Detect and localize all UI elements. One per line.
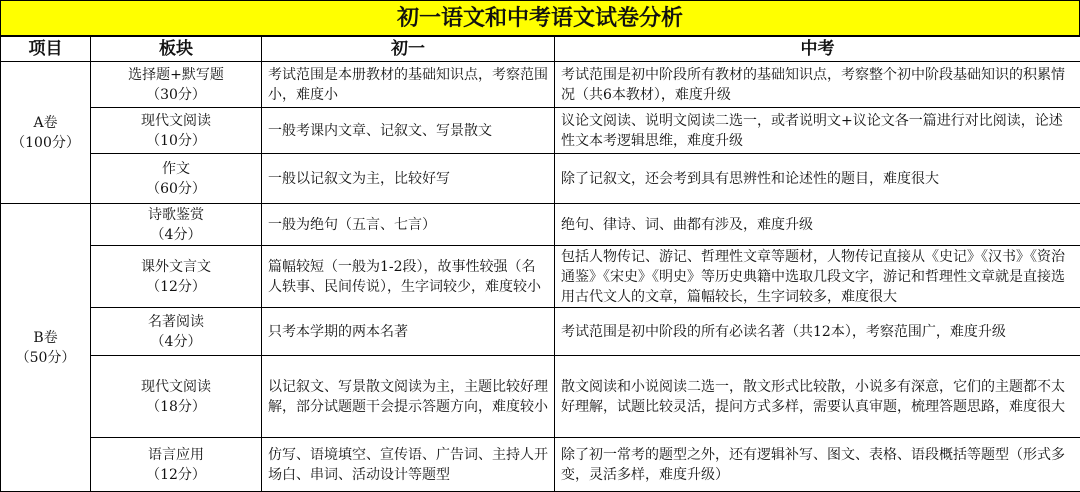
paper-a-label: A卷 xyxy=(7,113,84,133)
paper-a-score: （100分） xyxy=(7,133,84,153)
section-cell xyxy=(91,308,262,356)
grade7-cell: 只考本学期的两本名著 xyxy=(262,308,555,356)
header-row xyxy=(1,37,1080,62)
table-row xyxy=(1,204,1080,246)
grade7-cell: 以记叙文、写景散文阅读为主，主题比较好理解，部分试题题干会提示答题方向，难度较小 xyxy=(262,356,555,438)
section-name: 作文 xyxy=(97,159,255,179)
grade7-cell: 仿写、语境填空、宣传语、广告词、主持人开场白、串词、活动设计等题型 xyxy=(262,438,555,492)
zhongkao-cell: 散文阅读和小说阅读二选一，散文形式比较散，小说多有深意，它们的主题都不太好理解，试题比较灵活，提问方式多样，需要认真审题，梳理答题思路，难度很大 xyxy=(555,356,1080,438)
header-zhongkao: 中考 xyxy=(555,37,1080,62)
section-score: （60分） xyxy=(97,179,255,199)
paper-a-cell xyxy=(1,62,91,204)
section-cell xyxy=(91,108,262,154)
zhongkao-cell: 考试范围是初中阶段的所有必读名著（共12本），考察范围广，难度升级 xyxy=(555,308,1080,356)
section-name: 诗歌鉴赏 xyxy=(97,205,255,225)
zhongkao-cell: 除了初一常考的题型之外，还有逻辑补写、图文、表格、语段概括等题型（形式多变，灵活多样，难度升级） xyxy=(555,438,1080,492)
section-score: （12分） xyxy=(97,277,255,297)
analysis-table xyxy=(0,36,1080,492)
zhongkao-cell: 绝句、律诗、词、曲都有涉及，难度升级 xyxy=(555,204,1080,246)
section-cell xyxy=(91,204,262,246)
header-grade7: 初一 xyxy=(262,37,555,62)
section-cell xyxy=(91,438,262,492)
section-cell xyxy=(91,62,262,108)
section-cell xyxy=(91,356,262,438)
grade7-cell: 一般以记叙文为主，比较好写 xyxy=(262,154,555,204)
section-score: （4分） xyxy=(97,225,255,245)
table-row xyxy=(1,154,1080,204)
section-score: （4分） xyxy=(97,332,255,352)
grade7-cell: 考试范围是本册教材的基础知识点，考察范围小，难度小 xyxy=(262,62,555,108)
section-name: 课外文言文 xyxy=(97,257,255,277)
zhongkao-cell: 议论文阅读、说明文阅读二选一，或者说明文+议论文各一篇进行对比阅读，论述性文本考逻辑思维，难度升级 xyxy=(555,108,1080,154)
grade7-cell: 篇幅较短（一般为1-2段），故事性较强（名人轶事、民间传说），生字词较少，难度较小 xyxy=(262,246,555,308)
section-cell xyxy=(91,246,262,308)
grade7-cell: 一般为绝句（五言、七言） xyxy=(262,204,555,246)
paper-b-label: B卷 xyxy=(7,328,84,348)
header-item: 项目 xyxy=(1,37,91,62)
page-title: 初一语文和中考语文试卷分析 xyxy=(0,0,1080,36)
table-row xyxy=(1,108,1080,154)
section-name: 语言应用 xyxy=(97,445,255,465)
table-row xyxy=(1,356,1080,438)
section-score: （18分） xyxy=(97,397,255,417)
section-name: 选择题+默写题 xyxy=(97,65,255,85)
grade7-cell: 一般考课内文章、记叙文、写景散文 xyxy=(262,108,555,154)
section-name: 现代文阅读 xyxy=(97,111,255,131)
table-row xyxy=(1,438,1080,492)
section-name: 现代文阅读 xyxy=(97,377,255,397)
zhongkao-cell: 除了记叙文，还会考到具有思辨性和论述性的题目，难度很大 xyxy=(555,154,1080,204)
section-score: （10分） xyxy=(97,131,255,151)
zhongkao-cell: 包括人物传记、游记、哲理性文章等题材，人物传记直接从《史记》《汉书》《资治通鉴》《宋史》《明史》等历史典籍中选取几段文字，游记和哲理性文章就是直接选用古代文人的文章，篇幅较长，生字词较多，难度很大 xyxy=(555,246,1080,308)
section-name: 名著阅读 xyxy=(97,312,255,332)
section-score: （30分） xyxy=(97,85,255,105)
paper-b-score: （50分） xyxy=(7,348,84,368)
table-row xyxy=(1,308,1080,356)
paper-b-cell xyxy=(1,204,91,492)
header-section: 板块 xyxy=(91,37,262,62)
section-score: （12分） xyxy=(97,465,255,485)
table-row xyxy=(1,246,1080,308)
table-row xyxy=(1,62,1080,108)
zhongkao-cell: 考试范围是初中阶段所有教材的基础知识点，考察整个初中阶段基础知识的积累情况（共6本教材），难度升级 xyxy=(555,62,1080,108)
section-cell xyxy=(91,154,262,204)
